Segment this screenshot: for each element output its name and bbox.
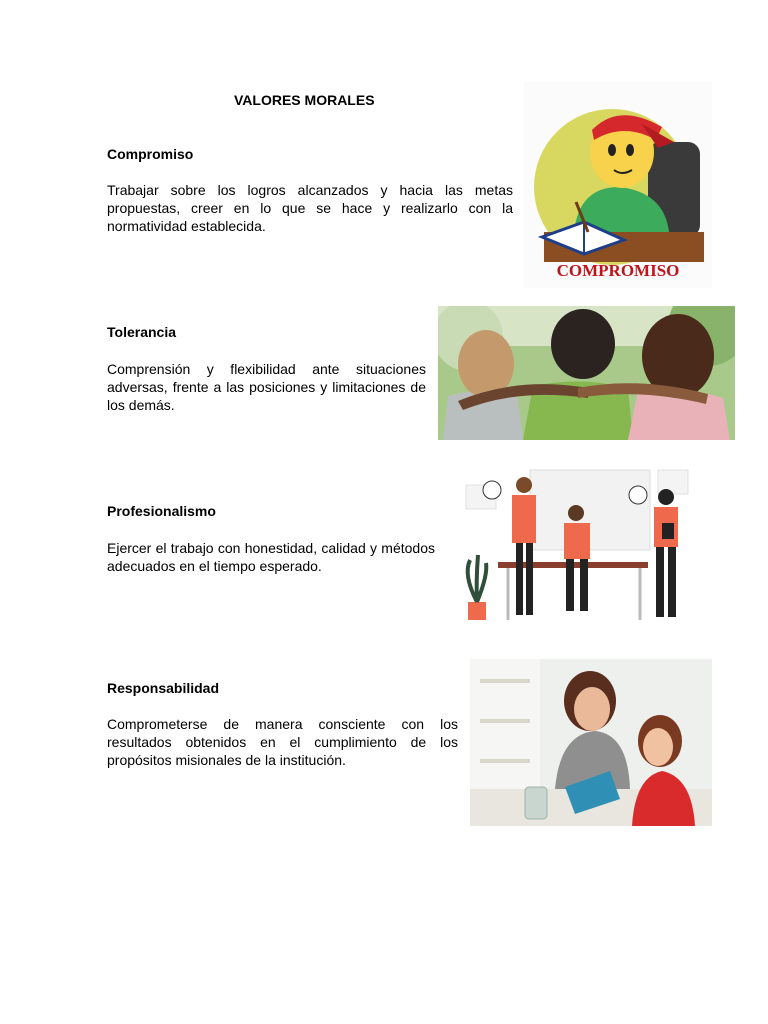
responsabilidad-photo xyxy=(470,659,712,826)
profesionalismo-illustration xyxy=(458,465,700,630)
section-heading-profesionalismo: Profesionalismo xyxy=(107,503,216,519)
section-text-tolerancia: Comprensión y flexibilidad ante situaciones adversas, frente a las posiciones y limitaciones de los demás. xyxy=(107,361,426,413)
section-heading-responsabilidad: Responsabilidad xyxy=(107,680,220,696)
section-heading-tolerancia: Tolerancia xyxy=(107,324,176,340)
page-title: VALORES MORALES xyxy=(234,92,375,108)
section-text-responsabilidad: Comprometerse de manera consciente con los resultados obtenidos en el cumplimiento de los propósitos misionales de la institución. xyxy=(107,716,458,768)
section-text-profesionalismo: Ejercer el trabajo con honestidad, calidad y métodos adecuados en el tiempo esperado. xyxy=(107,540,435,574)
compromiso-label: COMPROMISO xyxy=(556,261,680,280)
compromiso-cartoon-image xyxy=(524,82,712,288)
tolerancia-photo xyxy=(438,306,735,440)
section-heading-compromiso: Compromiso xyxy=(107,146,194,162)
section-text-compromiso: Trabajar sobre los logros alcanzados y hacia las metas propuestas, creer en lo que se hace y realizarlo con la normatividad establecida. xyxy=(107,182,513,234)
